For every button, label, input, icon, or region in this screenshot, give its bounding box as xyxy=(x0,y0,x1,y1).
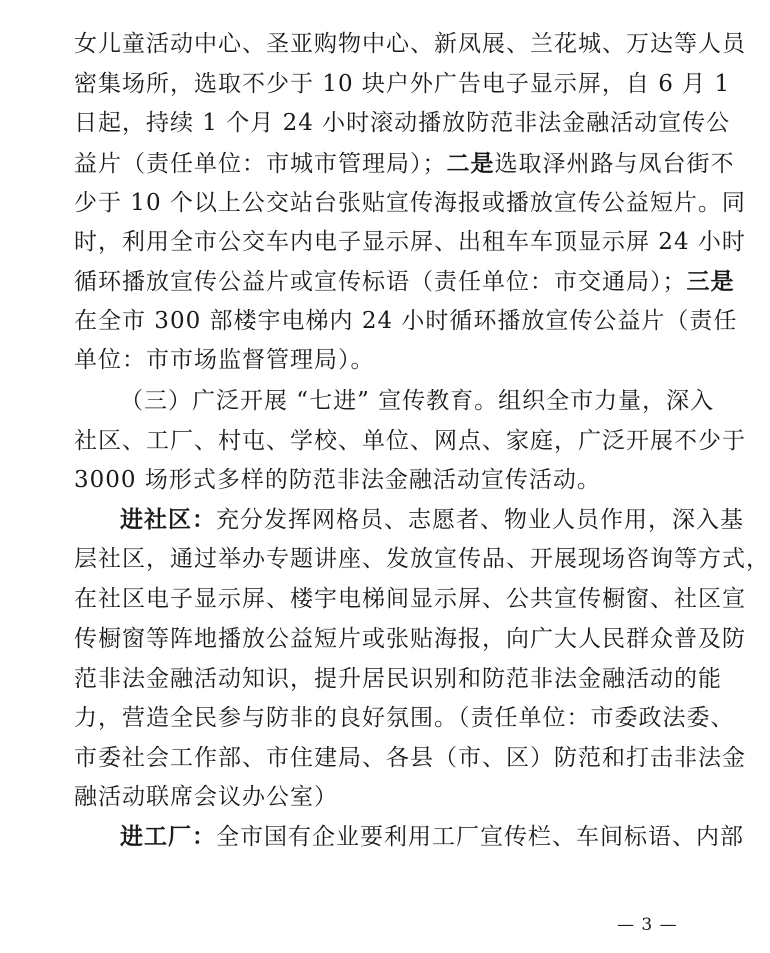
text-run: 益片（责任单位：市城市管理局）； xyxy=(74,151,447,177)
text-line xyxy=(74,188,746,218)
text-run: 在社区电子显示屏、楼宇电梯间显示屏、公共宣传橱窗、社区宣 xyxy=(74,586,746,612)
text-run: 少于 10 个以上公交站台张贴宣传海报或播放宣传公益短片。同 xyxy=(74,190,746,216)
text-line xyxy=(120,822,744,852)
text-run: 选取泽州路与凤台街不 xyxy=(494,151,735,177)
text-line xyxy=(74,584,746,614)
text-run: 女儿童活动中心、圣亚购物中心、新凤展、兰花城、万达等人员 xyxy=(74,31,746,57)
text-run: 力，营造全民参与防非的良好氛围。（责任单位：市委政法委、 xyxy=(74,705,735,731)
text-run: 社区、工厂、村屯、学校、单位、网点、家庭，广泛开展不少于 xyxy=(74,428,746,454)
text-run: 3000 场形式多样的防范非法金融活动宣传活动。 xyxy=(74,467,601,493)
text-run: 在全市 300 部楼宇电梯内 24 小时循环播放宣传公益片（责任 xyxy=(74,308,738,334)
text-line xyxy=(74,664,722,694)
text-line xyxy=(120,386,715,416)
text-line xyxy=(74,227,746,257)
text-line xyxy=(74,69,731,99)
text-line xyxy=(74,743,746,773)
text-line xyxy=(74,624,746,654)
text-line xyxy=(74,703,735,733)
text-run: 融活动联席会议办公室） xyxy=(74,784,338,810)
text-line xyxy=(120,505,744,535)
text-line xyxy=(74,465,664,495)
page-number: — 3 — xyxy=(617,915,678,935)
text-line xyxy=(74,267,735,297)
text-line xyxy=(74,29,746,59)
bold-text-run: 二是 xyxy=(446,150,495,177)
text-line xyxy=(74,345,664,375)
text-line xyxy=(74,149,735,179)
text-run: 日起，持续 1 个月 24 小时滚动播放防范非法金融活动宣传公 xyxy=(74,110,731,136)
text-run: 循环播放宣传公益片或宣传标语（责任单位：市交通局）； xyxy=(74,269,687,295)
text-line xyxy=(74,108,731,138)
bold-text-run: 进社区： xyxy=(120,506,216,533)
text-line xyxy=(74,306,738,336)
text-run: 层社区，通过举办专题讲座、发放宣传品、开展现场咨询等方式， xyxy=(74,546,770,572)
text-run: 时，利用全市公交车内电子显示屏、出租车车顶显示屏 24 小时 xyxy=(74,229,746,255)
text-run: 密集场所，选取不少于 10 块户外广告电子显示屏，自 6 月 1 xyxy=(74,71,731,97)
text-line xyxy=(74,544,770,574)
text-run: 充分发挥网格员、志愿者、物业人员作用，深入基 xyxy=(216,507,744,533)
text-run: （三）广泛开展 “七进” 宣传教育。组织全市力量，深入 xyxy=(120,388,715,414)
bold-text-run: 进工厂： xyxy=(120,823,216,850)
text-run: 单位：市市场监督管理局）。 xyxy=(74,347,375,373)
text-run: 传橱窗等阵地播放公益短片或张贴海报，向广大人民群众普及防 xyxy=(74,626,746,652)
text-run: 全市国有企业要利用工厂宣传栏、车间标语、内部 xyxy=(216,824,744,850)
bold-text-run: 三是 xyxy=(686,268,735,295)
text-line xyxy=(74,782,664,812)
text-run: 市委社会工作部、市住建局、各县（市、区）防范和打击非法金 xyxy=(74,745,746,771)
text-line xyxy=(74,426,746,456)
text-run: 范非法金融活动知识，提升居民识别和防范非法金融活动的能 xyxy=(74,666,722,692)
